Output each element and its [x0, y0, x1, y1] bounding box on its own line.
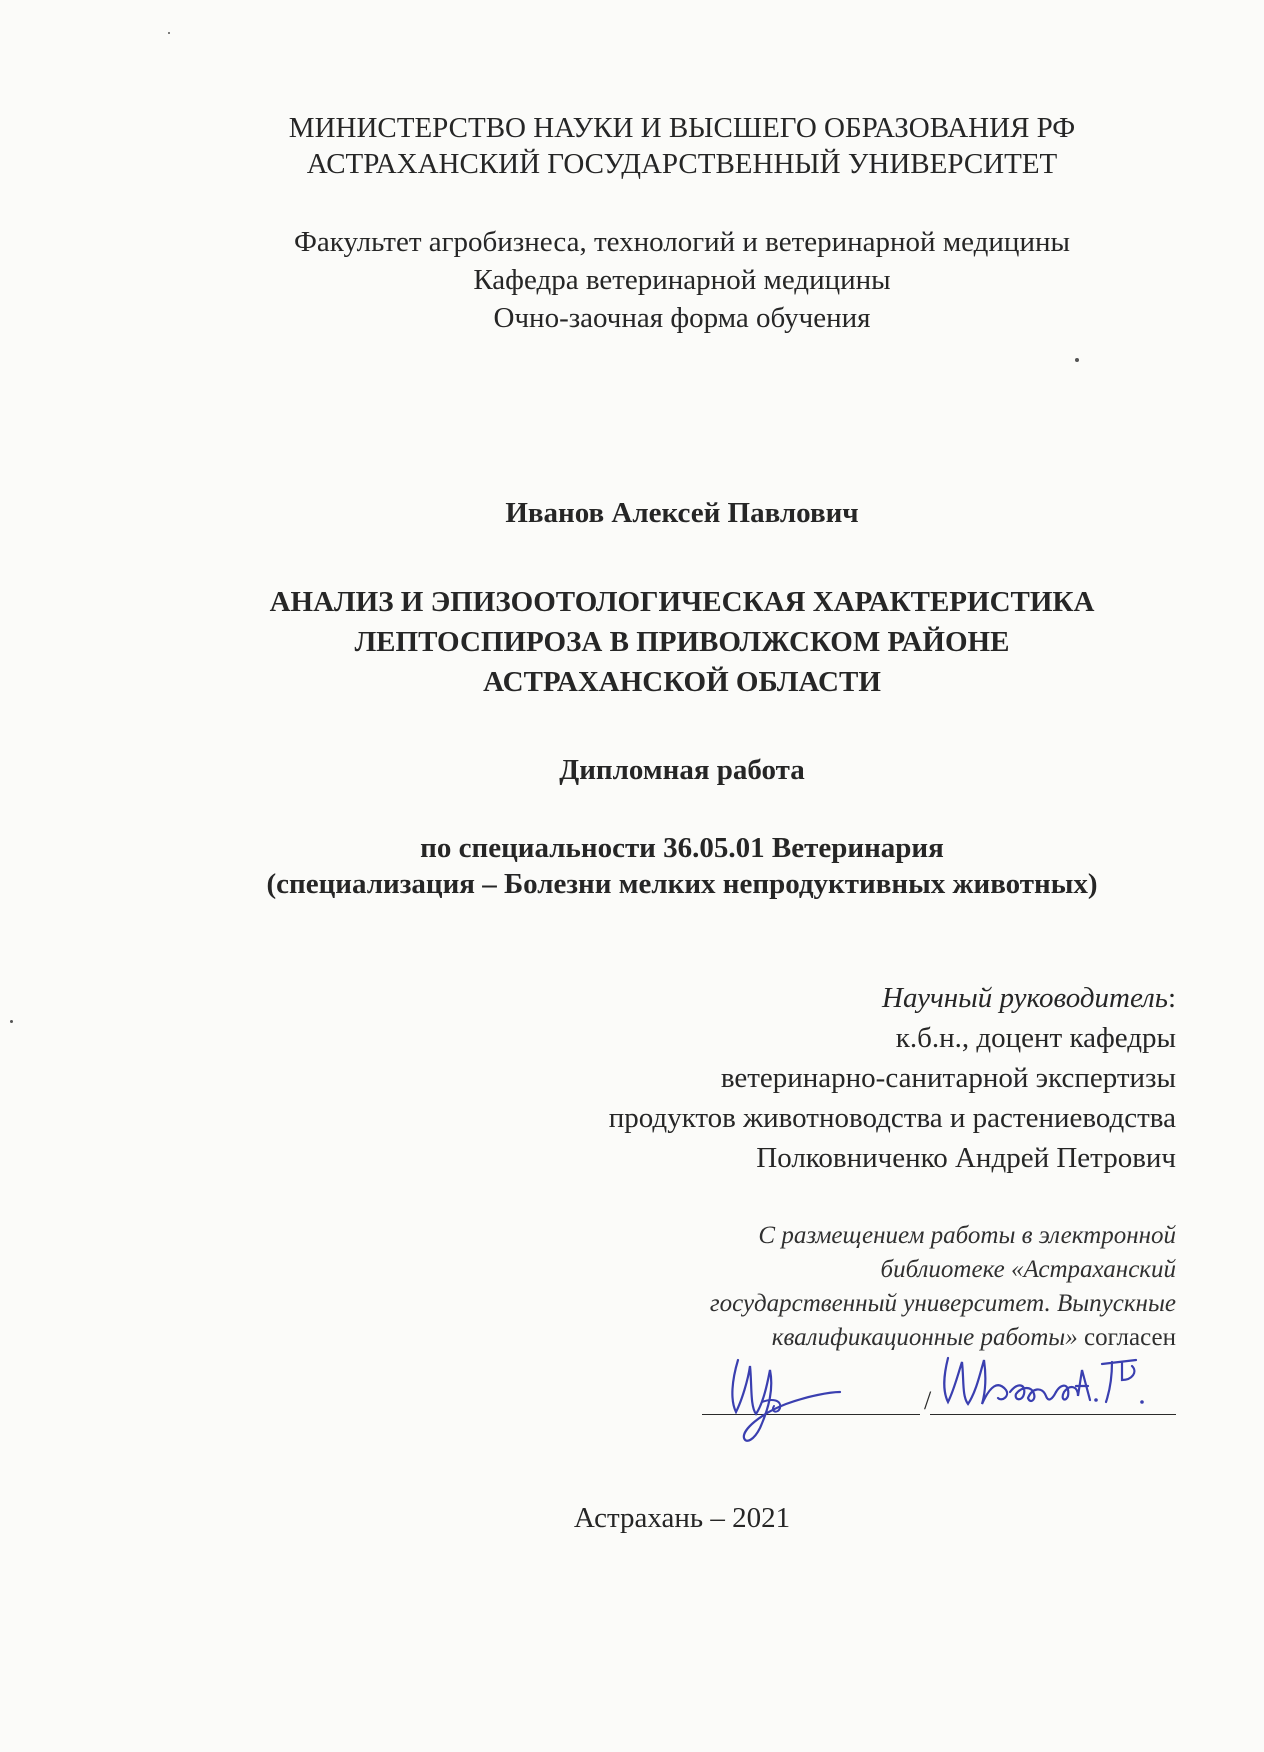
ministry-name: МИНИСТЕРСТВО НАУКИ И ВЫСШЕГО ОБРАЗОВАНИЯ РФ: [288, 112, 1076, 144]
supervisor-label: [882, 978, 1176, 1018]
work-type: Дипломная работа: [559, 754, 805, 786]
university-name: АСТРАХАНСКИЙ ГОСУДАРСТВЕННЫЙ УНИВЕРСИТЕТ: [306, 148, 1058, 180]
consent-line-4-regular: согласен: [1077, 1324, 1176, 1351]
supervisor-department-line-1: ветеринарно-санитарной экспертизы: [720, 1062, 1176, 1094]
specialization: (специализация – Болезни мелких непродуктивных животных): [266, 868, 1098, 900]
signature-separator: /: [924, 1386, 932, 1415]
scan-speck: [168, 32, 170, 34]
supervisor-label-colon: :: [1167, 982, 1176, 1014]
specialty: по специальности 36.05.01 Ветеринария: [420, 832, 944, 864]
department-name: Кафедра ветеринарной медицины: [473, 264, 891, 296]
supervisor-name: Полковниченко Андрей Петрович: [756, 1142, 1176, 1174]
city-year: Астрахань – 2021: [573, 1502, 791, 1534]
scan-speck: [1075, 358, 1079, 362]
scan-speck: [10, 1020, 13, 1023]
supervisor-department-line-2: продуктов животноводства и растениеводства: [608, 1102, 1176, 1134]
supervisor-position: к.б.н., доцент кафедры: [895, 1022, 1176, 1054]
handwritten-name-signature: [936, 1340, 1166, 1420]
handwritten-signature: [690, 1340, 860, 1450]
consent-line-3: государственный университет. Выпускные: [709, 1290, 1176, 1317]
thesis-title-line-2: ЛЕПТОСПИРОЗА В ПРИВОЛЖСКОМ РАЙОНЕ: [354, 626, 1010, 658]
consent-line-2: библиотеке «Астраханский: [880, 1256, 1176, 1283]
faculty-name: Факультет агробизнеса, технологий и ветеринарной медицины: [294, 226, 1070, 258]
study-form: Очно-заочная форма обучения: [493, 302, 871, 334]
supervisor-label-text: Научный руководитель: [882, 982, 1168, 1014]
author-name: Иванов Алексей Павлович: [505, 497, 859, 529]
consent-line-4-italic: квалификационные работы»: [771, 1324, 1078, 1351]
thesis-title-line-3: АСТРАХАНСКОЙ ОБЛАСТИ: [483, 666, 881, 698]
consent-line-1: С размещением работы в электронной: [758, 1222, 1176, 1249]
thesis-title-line-1: АНАЛИЗ И ЭПИЗООТОЛОГИЧЕСКАЯ ХАРАКТЕРИСТИКА: [269, 586, 1095, 618]
